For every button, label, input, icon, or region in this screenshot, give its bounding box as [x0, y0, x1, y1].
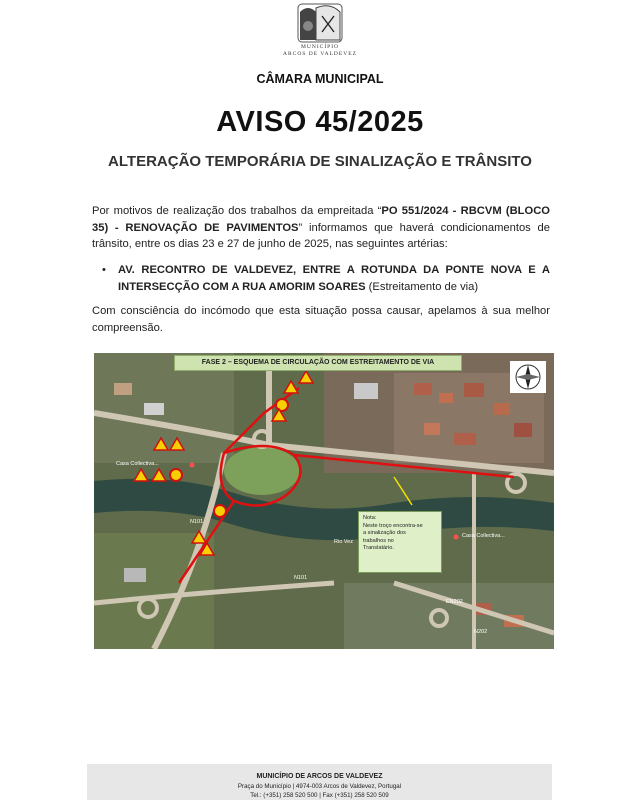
map-poi-label: Casa Collectiva...	[116, 461, 159, 467]
intro-text-a: Por motivos de realização dos trabalhos da empreitada “	[92, 205, 382, 217]
notice-title: AVISO 45/2025	[216, 106, 424, 138]
footer	[87, 764, 552, 800]
map-river-label: Rio Vez	[334, 539, 353, 545]
map-road-label: N202	[474, 629, 488, 635]
traffic-scheme-map	[94, 353, 554, 649]
map-note-line: trabalhos no	[363, 537, 394, 544]
map-road-label: N101	[190, 519, 204, 525]
logo-text-municipio: MUNICÍPIO	[300, 44, 340, 50]
map-note-box	[358, 511, 442, 573]
affected-street-item	[102, 262, 550, 295]
footer-contacts: Tel.: (+351) 258 520 500 | Fax (+351) 258 520 509	[250, 792, 389, 799]
footer-municipality: MUNICÍPIO DE ARCOS DE VALDEVEZ	[256, 773, 383, 780]
map-road-label: N101	[294, 575, 308, 581]
map-note-line: Translatário.	[363, 545, 394, 551]
map-note-title: Nota:	[363, 515, 377, 521]
footer-address: Praça do Município | 4974-003 Arcos de Valdevez, Portugal	[237, 783, 402, 790]
notice-subtitle: ALTERAÇÃO TEMPORÁRIA DE SINALIZAÇÃO E TRÂNSITO	[108, 153, 532, 170]
map-note-line: a sinalização dos	[363, 530, 406, 536]
intro-paragraph	[92, 203, 550, 253]
intro-text-c: ” informamos que haverá condicionamentos de trânsito, entre os dias 23 e 27 de junho de 2025, nas seguintes artérias:	[92, 221, 550, 250]
organization-name: CÂMARA MUNICIPAL	[256, 72, 384, 86]
closing-paragraph: Com consciência do incómodo que esta situação possa causar, apelamos à sua melhor compreensão.	[92, 305, 550, 334]
map-note-line: Neste troço encontra-se	[363, 522, 423, 529]
bullet-icon: •	[102, 264, 106, 276]
contract-reference: PO 551/2024 - RBCVM (BLOCO 35) - RENOVAÇÃO DE PAVIMENTOS	[92, 205, 550, 234]
map-poi-label: Casa Collectiva...	[462, 533, 505, 539]
logo-text-arcos: ARCOS DE VALDEVEZ	[283, 51, 357, 57]
map-road-label: EN202	[446, 599, 463, 605]
map-banner: FASE 2 – ESQUEMA DE CIRCULAÇÃO COM ESTREITAMENTO DE VIA	[174, 355, 462, 371]
affected-street-name: AV. RECONTRO DE VALDEVEZ, ENTRE A ROTUNDA DA PONTE NOVA E A INTERSECÇÃO COM A RUA AMORIM SOARES	[118, 264, 550, 293]
affected-street-note: (Estreitamento de via)	[365, 280, 479, 293]
compass-icon	[510, 361, 546, 393]
